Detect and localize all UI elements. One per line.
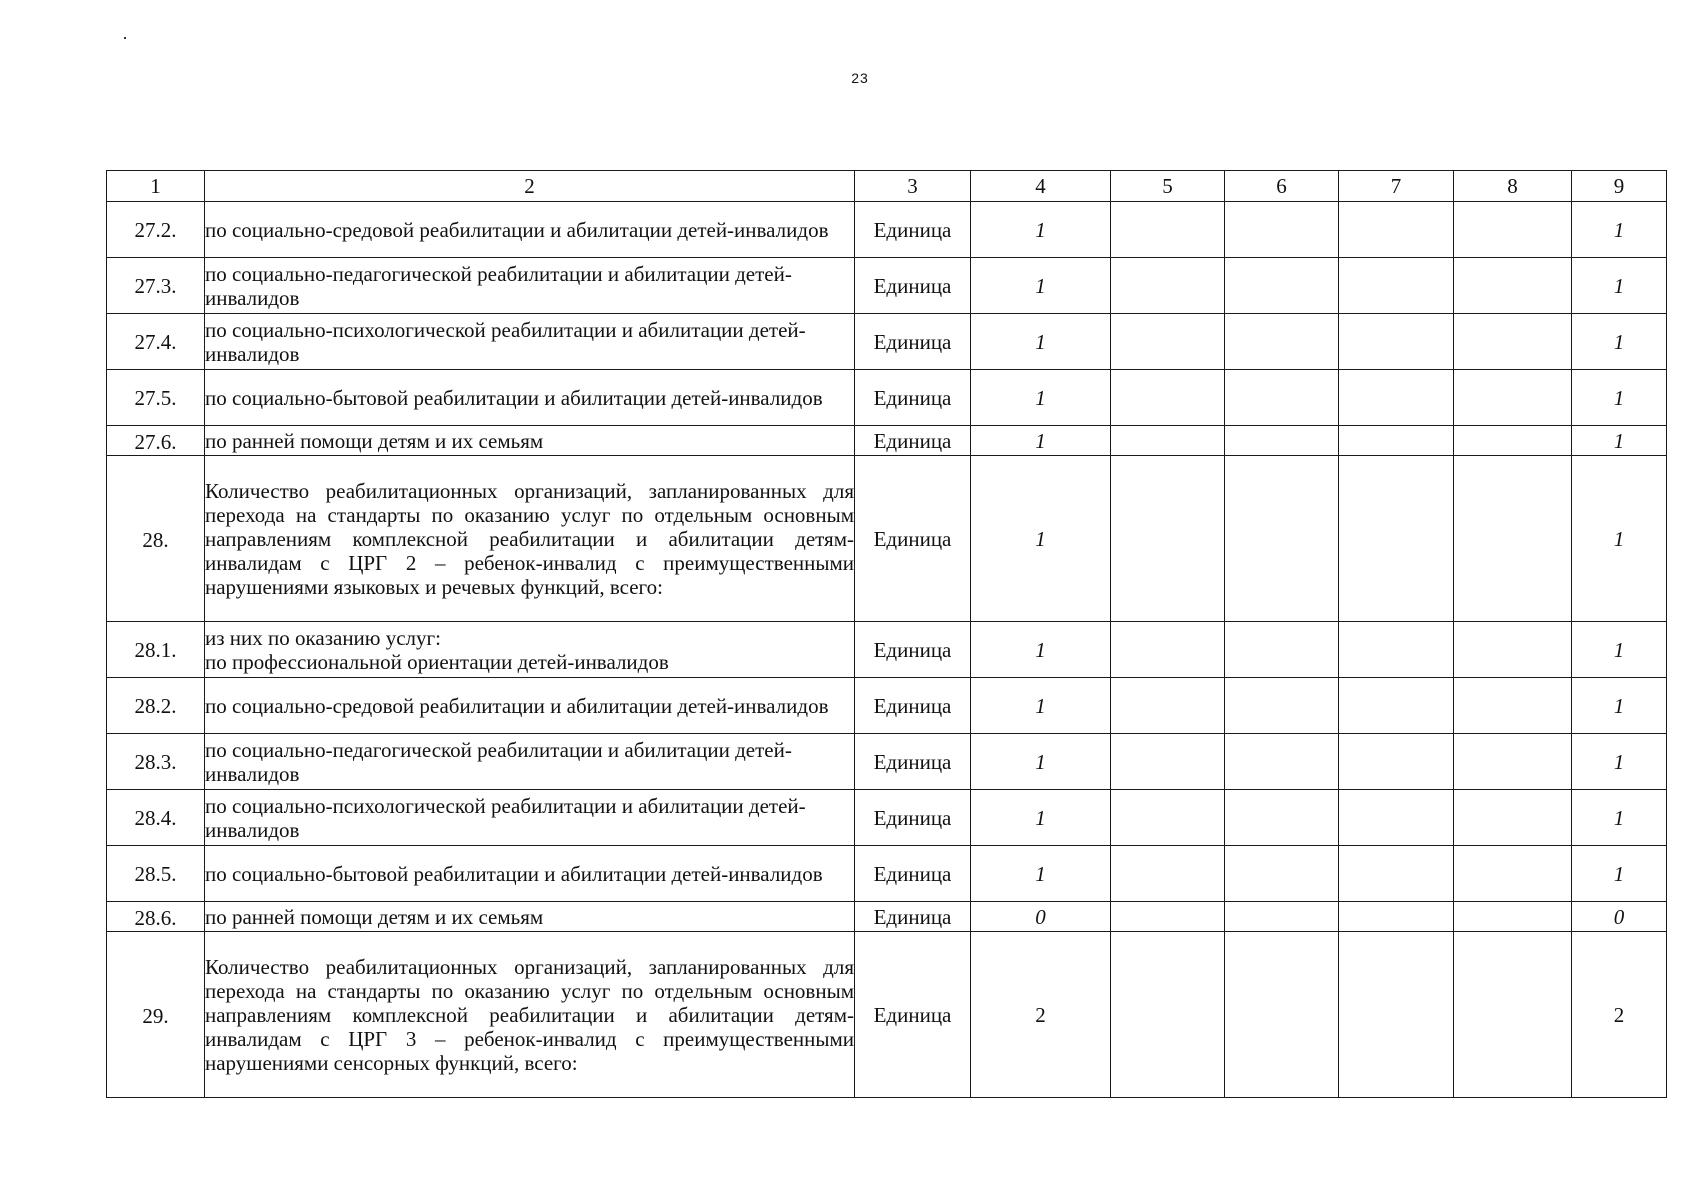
table-row xyxy=(107,456,1667,622)
table-row xyxy=(107,370,1667,426)
table-row xyxy=(107,622,1667,678)
row-col5-value xyxy=(1111,846,1225,902)
row-col6-value xyxy=(1225,314,1339,370)
row-unit: Единица xyxy=(855,370,971,426)
header-col-7: 7 xyxy=(1339,171,1454,202)
row-col4-value: 1 xyxy=(971,258,1111,314)
row-col4-value: 1 xyxy=(971,622,1111,678)
row-unit: Единица xyxy=(855,622,971,678)
row-col9-value: 1 xyxy=(1572,202,1667,258)
row-col5-value xyxy=(1111,456,1225,622)
table-row xyxy=(107,902,1667,932)
row-indicator-name: по ранней помощи детям и их семьям xyxy=(205,902,855,932)
row-col5-value xyxy=(1111,678,1225,734)
indicator-table xyxy=(106,170,1667,1098)
row-col7-value xyxy=(1339,370,1454,426)
page-number: 23 xyxy=(851,70,869,86)
row-unit: Единица xyxy=(855,426,971,456)
header-col-2: 2 xyxy=(205,171,855,202)
row-col6-value xyxy=(1225,622,1339,678)
row-number: 28.6. xyxy=(107,902,205,932)
row-col4-value: 2 xyxy=(971,932,1111,1098)
row-unit: Единица xyxy=(855,932,971,1098)
row-col6-value xyxy=(1225,678,1339,734)
header-col-1: 1 xyxy=(107,171,205,202)
row-number: 27.3. xyxy=(107,258,205,314)
row-indicator-name: по социально-средовой реабилитации и абилитации детей-инвалидов xyxy=(205,678,855,734)
table-row xyxy=(107,846,1667,902)
table-row xyxy=(107,258,1667,314)
row-number: 27.6. xyxy=(107,426,205,456)
row-col8-value xyxy=(1454,202,1572,258)
row-col9-value: 1 xyxy=(1572,426,1667,456)
row-indicator-name: по социально-педагогической реабилитации и абилитации детей-инвалидов xyxy=(205,734,855,790)
row-unit: Единица xyxy=(855,258,971,314)
row-col8-value xyxy=(1454,734,1572,790)
header-col-5: 5 xyxy=(1111,171,1225,202)
row-unit: Единица xyxy=(855,314,971,370)
row-indicator-name: по социально-педагогической реабилитации и абилитации детей-инвалидов xyxy=(205,258,855,314)
row-col8-value xyxy=(1454,426,1572,456)
row-col5-value xyxy=(1111,426,1225,456)
row-number: 28. xyxy=(107,456,205,622)
table-row xyxy=(107,790,1667,846)
row-number: 28.2. xyxy=(107,678,205,734)
row-unit: Единица xyxy=(855,202,971,258)
row-col6-value xyxy=(1225,258,1339,314)
row-indicator-name: по социально-психологической реабилитации и абилитации детей-инвалидов xyxy=(205,790,855,846)
row-indicator-name: по ранней помощи детям и их семьям xyxy=(205,426,855,456)
row-number: 29. xyxy=(107,932,205,1098)
row-col5-value xyxy=(1111,622,1225,678)
row-number: 28.1. xyxy=(107,622,205,678)
row-col9-value: 1 xyxy=(1572,258,1667,314)
row-col6-value xyxy=(1225,902,1339,932)
row-col4-value: 1 xyxy=(971,426,1111,456)
row-col8-value xyxy=(1454,846,1572,902)
header-col-8: 8 xyxy=(1454,171,1572,202)
table-row xyxy=(107,932,1667,1098)
row-col8-value xyxy=(1454,678,1572,734)
row-col7-value xyxy=(1339,622,1454,678)
row-col7-value xyxy=(1339,202,1454,258)
row-col7-value xyxy=(1339,258,1454,314)
row-col4-value: 1 xyxy=(971,734,1111,790)
row-indicator-name: Количество реабилитационных организаций, запланированных для перехода на стандарты по оказанию услуг по отдельным основным направлениям комплексной реабилитации и абилитации детям-инвалидам с ЦРГ 3 – ребенок-инвалид с преимущественными нарушениями сенсорных функций, всего: xyxy=(205,932,855,1098)
table-row xyxy=(107,426,1667,456)
row-indicator-name: по социально-психологической реабилитации и абилитации детей-инвалидов xyxy=(205,314,855,370)
header-col-4: 4 xyxy=(971,171,1111,202)
row-number: 28.4. xyxy=(107,790,205,846)
row-col7-value xyxy=(1339,902,1454,932)
row-col7-value xyxy=(1339,932,1454,1098)
row-col9-value: 1 xyxy=(1572,734,1667,790)
row-col6-value xyxy=(1225,370,1339,426)
row-col4-value: 1 xyxy=(971,202,1111,258)
row-number: 27.2. xyxy=(107,202,205,258)
row-unit: Единица xyxy=(855,790,971,846)
row-col7-value xyxy=(1339,846,1454,902)
row-col9-value: 1 xyxy=(1572,622,1667,678)
row-col8-value xyxy=(1454,932,1572,1098)
row-col4-value: 1 xyxy=(971,456,1111,622)
row-number: 27.5. xyxy=(107,370,205,426)
row-col8-value xyxy=(1454,456,1572,622)
row-col8-value xyxy=(1454,314,1572,370)
row-col6-value xyxy=(1225,202,1339,258)
row-col9-value: 1 xyxy=(1572,370,1667,426)
row-unit: Единица xyxy=(855,456,971,622)
row-col4-value: 0 xyxy=(971,902,1111,932)
row-col9-value: 1 xyxy=(1572,678,1667,734)
table-row xyxy=(107,734,1667,790)
row-unit: Единица xyxy=(855,678,971,734)
header-col-9: 9 xyxy=(1572,171,1667,202)
table-row xyxy=(107,314,1667,370)
row-col4-value: 1 xyxy=(971,314,1111,370)
row-indicator-name: по социально-бытовой реабилитации и абилитации детей-инвалидов xyxy=(205,846,855,902)
row-col7-value xyxy=(1339,426,1454,456)
table-row xyxy=(107,678,1667,734)
row-indicator-name xyxy=(205,622,855,678)
row-number: 28.5. xyxy=(107,846,205,902)
row-col5-value xyxy=(1111,932,1225,1098)
table-row xyxy=(107,202,1667,258)
row-col9-value: 1 xyxy=(1572,456,1667,622)
header-col-6: 6 xyxy=(1225,171,1339,202)
row-col4-value: 1 xyxy=(971,790,1111,846)
header-col-3: 3 xyxy=(855,171,971,202)
row-col8-value xyxy=(1454,902,1572,932)
row-col5-value xyxy=(1111,202,1225,258)
row-col8-value xyxy=(1454,790,1572,846)
row-col6-value xyxy=(1225,456,1339,622)
row-col5-value xyxy=(1111,734,1225,790)
row-indicator-name: по социально-бытовой реабилитации и абилитации детей-инвалидов xyxy=(205,370,855,426)
header-row xyxy=(107,171,1667,202)
row-col5-value xyxy=(1111,790,1225,846)
row-indicator-name: по социально-средовой реабилитации и абилитации детей-инвалидов xyxy=(205,202,855,258)
row-indicator-name-line1: из них по оказанию услуг: xyxy=(205,625,441,650)
row-indicator-name-line2: по профессиональной ориентации детей-инвалидов xyxy=(205,649,669,674)
row-col7-value xyxy=(1339,314,1454,370)
row-col7-value xyxy=(1339,678,1454,734)
row-col6-value xyxy=(1225,426,1339,456)
row-col9-value: 1 xyxy=(1572,314,1667,370)
row-col9-value: 2 xyxy=(1572,932,1667,1098)
row-col4-value: 1 xyxy=(971,370,1111,426)
row-col7-value xyxy=(1339,456,1454,622)
row-col5-value xyxy=(1111,314,1225,370)
row-indicator-name: Количество реабилитационных организаций, запланированных для перехода на стандарты по оказанию услуг по отдельным основным направлениям комплексной реабилитации и абилитации детям-инвалидам с ЦРГ 2 – ребенок-инвалид с преимущественными нарушениями языковых и речевых функций, всего: xyxy=(205,456,855,622)
row-col7-value xyxy=(1339,734,1454,790)
row-col6-value xyxy=(1225,846,1339,902)
row-unit: Единица xyxy=(855,734,971,790)
row-unit: Единица xyxy=(855,902,971,932)
row-col4-value: 1 xyxy=(971,846,1111,902)
row-col6-value xyxy=(1225,932,1339,1098)
row-col9-value: 1 xyxy=(1572,846,1667,902)
scan-speck xyxy=(124,37,126,39)
row-col5-value xyxy=(1111,258,1225,314)
row-col9-value: 1 xyxy=(1572,790,1667,846)
row-col5-value xyxy=(1111,370,1225,426)
row-col6-value xyxy=(1225,790,1339,846)
row-col4-value: 1 xyxy=(971,678,1111,734)
row-unit: Единица xyxy=(855,846,971,902)
row-col5-value xyxy=(1111,902,1225,932)
row-col7-value xyxy=(1339,790,1454,846)
row-col9-value: 0 xyxy=(1572,902,1667,932)
row-number: 27.4. xyxy=(107,314,205,370)
row-col6-value xyxy=(1225,734,1339,790)
row-col8-value xyxy=(1454,258,1572,314)
row-col8-value xyxy=(1454,370,1572,426)
row-number: 28.3. xyxy=(107,734,205,790)
row-col8-value xyxy=(1454,622,1572,678)
